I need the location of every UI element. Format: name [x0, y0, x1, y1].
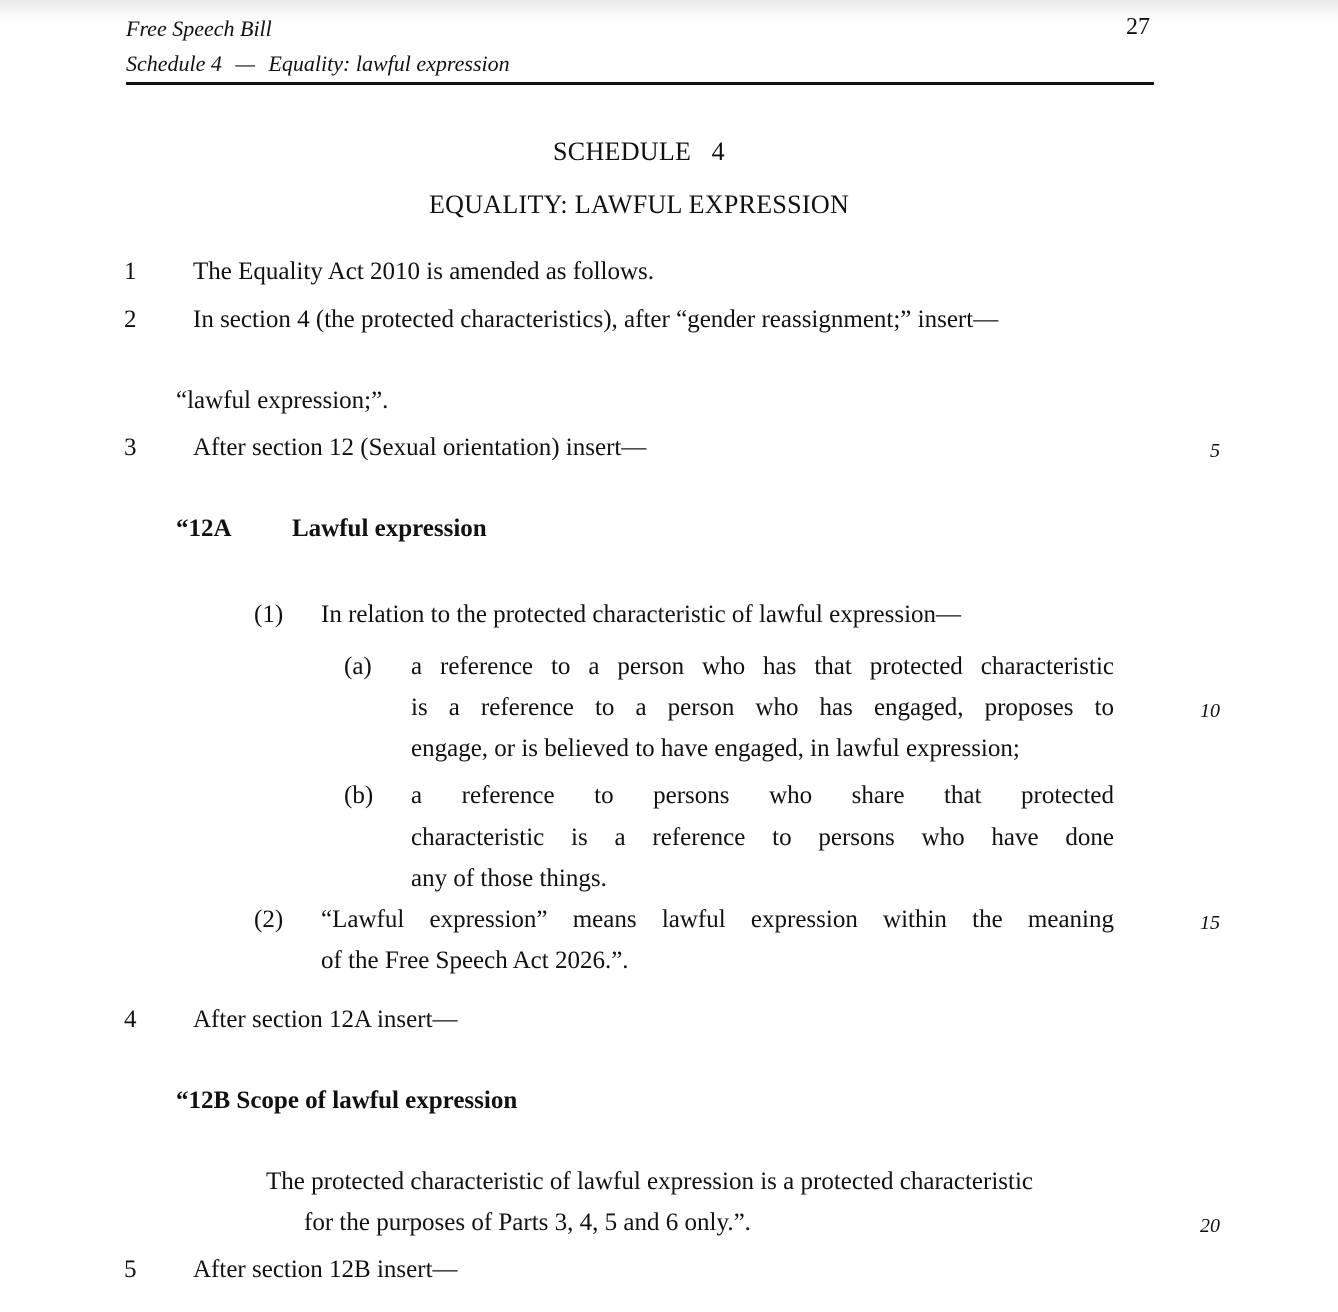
paragraph-number: 5 [124, 1256, 137, 1283]
paragraph-number: 1 [124, 258, 137, 285]
paragraph-text: After section 12 (Sexual orientation) insert— [193, 434, 647, 461]
paragraph-text: After section 12A insert— [193, 1006, 458, 1033]
page-number: 27 [1126, 14, 1150, 40]
subsection-label: (2) [254, 906, 284, 933]
item-line: a reference to a person who has that protected characteristic [411, 653, 1114, 680]
item-line: is a reference to a person who has engaged, proposes to [411, 694, 1114, 721]
paragraph-text: After section 12B insert— [193, 1256, 458, 1283]
paragraph-text: In section 4 (the protected characteristics), after “gender reassignment;” insert— [193, 306, 999, 333]
section-number: “12A [176, 515, 232, 542]
paragraph-number: 2 [124, 306, 137, 333]
line-number: 5 [1210, 440, 1220, 462]
item-label: (a) [344, 653, 372, 680]
schedule-title: EQUALITY: LAWFUL EXPRESSION [428, 190, 850, 219]
section-line: for the purposes of Parts 3, 4, 5 and 6 only.”. [304, 1209, 751, 1236]
line-number: 20 [1200, 1215, 1220, 1237]
item-line: any of those things. [411, 865, 607, 892]
line-number: 10 [1200, 700, 1220, 722]
subsection-line: “Lawful expression” means lawful expression within the meaning [321, 906, 1114, 933]
header-schedule-label: Schedule 4 [126, 51, 222, 76]
header-dash: — [235, 51, 255, 76]
item-label: (b) [344, 782, 374, 809]
header-bill-title: Free Speech Bill [126, 16, 272, 41]
header-schedule-subtitle: Equality: lawful expression [268, 51, 510, 76]
paragraph-text: The Equality Act 2010 is amended as follows. [193, 258, 655, 285]
section-heading: “12B Scope of lawful expression [176, 1087, 518, 1114]
paragraph-number: 4 [124, 1006, 137, 1033]
header-schedule-line [126, 51, 510, 77]
subsection-line: of the Free Speech Act 2026.”. [321, 947, 629, 974]
section-heading: Lawful expression [292, 515, 487, 542]
paragraph-number: 3 [124, 434, 137, 461]
line-number: 15 [1200, 912, 1220, 934]
schedule-number-title: SCHEDULE 4 [553, 137, 725, 166]
item-line: a reference to persons who share that protected [411, 782, 1114, 809]
section-line: The protected characteristic of lawful expression is a protected characteristic [266, 1168, 1033, 1195]
item-line: engage, or is believed to have engaged, in lawful expression; [411, 735, 1020, 762]
subsection-label: (1) [254, 601, 284, 628]
subsection-text: In relation to the protected characteristic of lawful expression— [321, 601, 962, 628]
header-rule [126, 82, 1154, 85]
inserted-text: “lawful expression;”. [176, 387, 389, 414]
item-line: characteristic is a reference to persons who have done [411, 824, 1114, 851]
